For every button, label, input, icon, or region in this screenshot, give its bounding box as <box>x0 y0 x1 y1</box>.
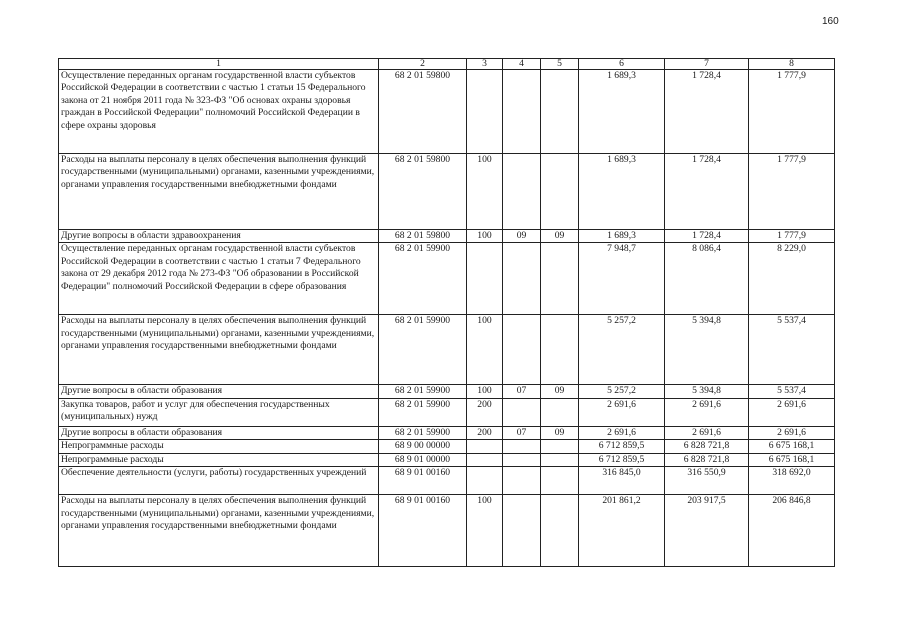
amount-year2-cell: 5 394,8 <box>665 315 749 385</box>
subsection-cell <box>541 315 579 385</box>
table-row <box>59 154 835 230</box>
row-name-cell: Непрограммные расходы <box>59 440 379 453</box>
table-row <box>59 385 835 398</box>
amount-year3-cell: 5 537,4 <box>749 315 835 385</box>
table-row <box>59 467 835 495</box>
expense-type-cell: 100 <box>467 315 503 385</box>
subsection-cell: 09 <box>541 230 579 243</box>
target-code-cell: 68 9 01 00160 <box>379 495 467 567</box>
column-header: 3 <box>467 59 503 70</box>
table-row <box>59 453 835 466</box>
amount-year2-cell: 6 828 721,8 <box>665 453 749 466</box>
table-row <box>59 315 835 385</box>
expense-type-cell: 100 <box>467 385 503 398</box>
subsection-cell: 09 <box>541 385 579 398</box>
column-header: 2 <box>379 59 467 70</box>
target-code-cell: 68 9 01 00000 <box>379 453 467 466</box>
section-cell <box>503 495 541 567</box>
table-body <box>59 70 835 567</box>
section-cell <box>503 154 541 230</box>
target-code-cell: 68 2 01 59900 <box>379 426 467 439</box>
target-code-cell: 68 2 01 59900 <box>379 398 467 426</box>
section-cell <box>503 70 541 154</box>
expense-type-cell <box>467 453 503 466</box>
amount-year2-cell: 2 691,6 <box>665 398 749 426</box>
expense-type-cell <box>467 440 503 453</box>
expense-type-cell <box>467 467 503 495</box>
subsection-cell <box>541 453 579 466</box>
target-code-cell: 68 9 00 00000 <box>379 440 467 453</box>
amount-year1-cell: 7 948,7 <box>579 243 665 315</box>
table-row <box>59 243 835 315</box>
expense-type-cell: 100 <box>467 154 503 230</box>
amount-year3-cell: 206 846,8 <box>749 495 835 567</box>
subsection-cell <box>541 243 579 315</box>
row-name-cell: Расходы на выплаты персоналу в целях обеспечения выполнения функций государственными (муниципальными) органами, казенными учреждениями, органами управления государственными внебюджетными фондами <box>59 495 379 567</box>
target-code-cell: 68 9 01 00160 <box>379 467 467 495</box>
column-header: 6 <box>579 59 665 70</box>
amount-year1-cell: 2 691,6 <box>579 426 665 439</box>
column-header: 8 <box>749 59 835 70</box>
section-cell <box>503 315 541 385</box>
amount-year1-cell: 6 712 859,5 <box>579 440 665 453</box>
amount-year2-cell: 316 550,9 <box>665 467 749 495</box>
amount-year1-cell: 201 861,2 <box>579 495 665 567</box>
expense-type-cell <box>467 243 503 315</box>
section-cell <box>503 467 541 495</box>
header-row <box>59 59 835 70</box>
section-cell: 09 <box>503 230 541 243</box>
target-code-cell: 68 2 01 59900 <box>379 385 467 398</box>
amount-year2-cell: 1 728,4 <box>665 230 749 243</box>
amount-year2-cell: 8 086,4 <box>665 243 749 315</box>
amount-year3-cell: 1 777,9 <box>749 154 835 230</box>
table-row <box>59 398 835 426</box>
budget-table <box>58 58 835 567</box>
subsection-cell <box>541 70 579 154</box>
amount-year3-cell: 8 229,0 <box>749 243 835 315</box>
target-code-cell: 68 2 01 59800 <box>379 230 467 243</box>
amount-year1-cell: 1 689,3 <box>579 154 665 230</box>
table-row <box>59 230 835 243</box>
amount-year1-cell: 6 712 859,5 <box>579 453 665 466</box>
row-name-cell: Закупка товаров, работ и услуг для обеспечения государственных (муниципальных) нужд <box>59 398 379 426</box>
amount-year3-cell: 6 675 168,1 <box>749 453 835 466</box>
subsection-cell <box>541 440 579 453</box>
table-row <box>59 440 835 453</box>
amount-year2-cell: 6 828 721,8 <box>665 440 749 453</box>
expense-type-cell: 200 <box>467 398 503 426</box>
row-name-cell: Расходы на выплаты персоналу в целях обеспечения выполнения функций государственными (муниципальными) органами, казенными учреждениями, органами управления государственными внебюджетными фондами <box>59 154 379 230</box>
row-name-cell: Обеспечение деятельности (услуги, работы) государственных учреждений <box>59 467 379 495</box>
amount-year3-cell: 318 692,0 <box>749 467 835 495</box>
amount-year3-cell: 1 777,9 <box>749 70 835 154</box>
row-name-cell: Расходы на выплаты персоналу в целях обеспечения выполнения функций государственными (муниципальными) органами, казенными учреждениями, органами управления государственными внебюджетными фондами <box>59 315 379 385</box>
section-cell: 07 <box>503 385 541 398</box>
amount-year1-cell: 2 691,6 <box>579 398 665 426</box>
row-name-cell: Другие вопросы в области здравоохранения <box>59 230 379 243</box>
row-name-cell: Осуществление переданных органам государственной власти субъектов Российской Федерации в соответствии с частью 1 статьи 15 Федерального закона от 21 ноября 2011 года № 323-ФЗ "Об основах охраны здоровья граждан в Российской Федерации" полномочий Российской Федерации в сфере охраны здоровья <box>59 70 379 154</box>
expense-type-cell: 100 <box>467 495 503 567</box>
amount-year3-cell: 2 691,6 <box>749 426 835 439</box>
section-cell <box>503 440 541 453</box>
subsection-cell <box>541 154 579 230</box>
target-code-cell: 68 2 01 59800 <box>379 70 467 154</box>
amount-year1-cell: 1 689,3 <box>579 230 665 243</box>
row-name-cell: Другие вопросы в области образования <box>59 426 379 439</box>
page-number: 160 <box>822 16 839 27</box>
amount-year3-cell: 1 777,9 <box>749 230 835 243</box>
column-header: 4 <box>503 59 541 70</box>
expense-type-cell <box>467 70 503 154</box>
amount-year3-cell: 2 691,6 <box>749 398 835 426</box>
amount-year2-cell: 2 691,6 <box>665 426 749 439</box>
section-cell <box>503 453 541 466</box>
column-header: 5 <box>541 59 579 70</box>
row-name-cell: Другие вопросы в области образования <box>59 385 379 398</box>
amount-year1-cell: 1 689,3 <box>579 70 665 154</box>
table-row <box>59 495 835 567</box>
target-code-cell: 68 2 01 59800 <box>379 154 467 230</box>
amount-year1-cell: 5 257,2 <box>579 385 665 398</box>
row-name-cell: Осуществление переданных органам государственной власти субъектов Российской Федерации в соответствии с частью 1 статьи 7 Федерального закона от 29 декабря 2012 года № 273-ФЗ "Об образовании в Российской Федерации" полномочий Российской Федерации в сфере образования <box>59 243 379 315</box>
amount-year2-cell: 1 728,4 <box>665 70 749 154</box>
subsection-cell <box>541 495 579 567</box>
amount-year2-cell: 1 728,4 <box>665 154 749 230</box>
amount-year3-cell: 5 537,4 <box>749 385 835 398</box>
column-header: 7 <box>665 59 749 70</box>
section-cell <box>503 398 541 426</box>
subsection-cell <box>541 467 579 495</box>
table-row <box>59 70 835 154</box>
row-name-cell: Непрограммные расходы <box>59 453 379 466</box>
amount-year1-cell: 5 257,2 <box>579 315 665 385</box>
amount-year1-cell: 316 845,0 <box>579 467 665 495</box>
target-code-cell: 68 2 01 59900 <box>379 243 467 315</box>
expense-type-cell: 200 <box>467 426 503 439</box>
subsection-cell <box>541 398 579 426</box>
amount-year3-cell: 6 675 168,1 <box>749 440 835 453</box>
amount-year2-cell: 203 917,5 <box>665 495 749 567</box>
amount-year2-cell: 5 394,8 <box>665 385 749 398</box>
subsection-cell: 09 <box>541 426 579 439</box>
section-cell: 07 <box>503 426 541 439</box>
column-header: 1 <box>59 59 379 70</box>
expense-type-cell: 100 <box>467 230 503 243</box>
table-row <box>59 426 835 439</box>
section-cell <box>503 243 541 315</box>
target-code-cell: 68 2 01 59900 <box>379 315 467 385</box>
